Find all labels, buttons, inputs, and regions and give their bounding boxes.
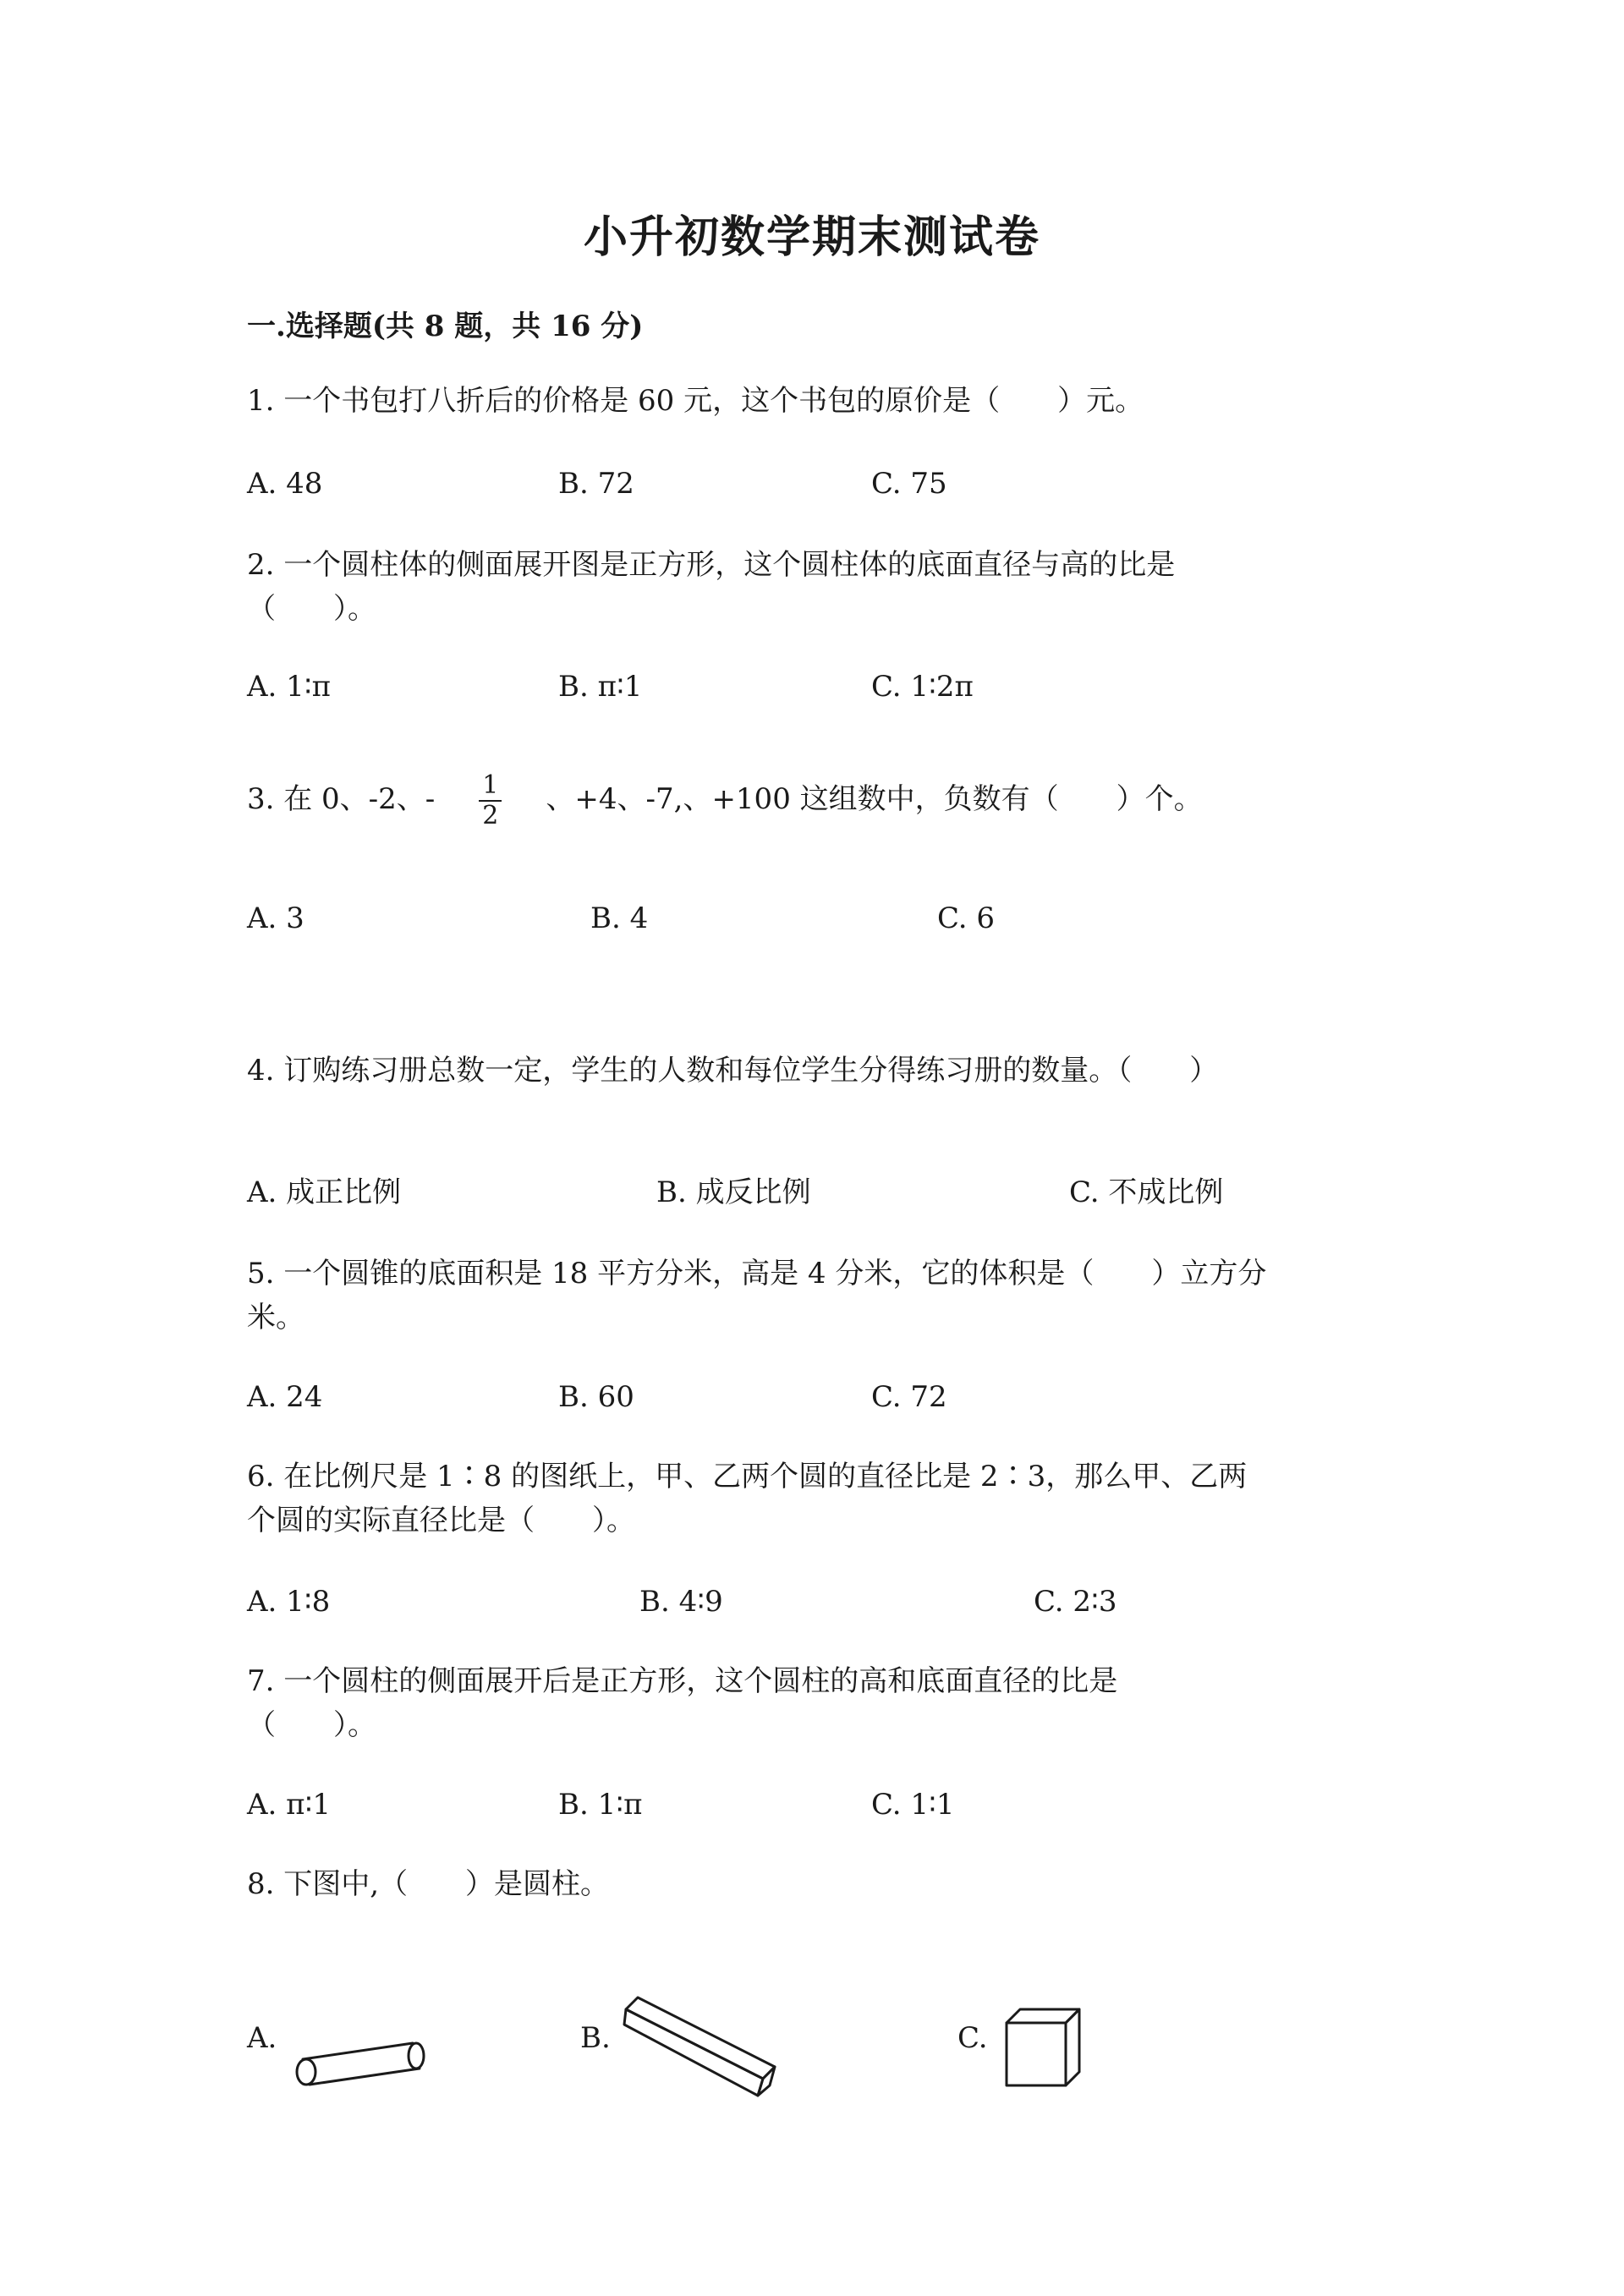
question-text: 6. 在比例尺是 1∶8 的图纸上，甲、乙两个圆的直径比是 2∶3，那么甲、乙两: [247, 1460, 1248, 1493]
question-text: 7. 一个圆柱的侧面展开后是正方形，这个圆柱的高和底面直径的比是: [247, 1664, 1118, 1698]
question-text: 1. 一个书包打八折后的价格是 60 元，这个书包的原价是（ ）元。: [247, 384, 1144, 418]
question-text-continued: 个圆的实际直径比是（ ）。: [247, 1504, 635, 1537]
option-b[interactable]: B. π∶1: [558, 670, 643, 704]
question-text: 5. 一个圆锥的底面积是 18 平方分米，高是 4 分米，它的体积是（ ）立方分: [247, 1257, 1267, 1290]
option-b[interactable]: B. 成反比例: [656, 1175, 811, 1209]
option-c[interactable]: C. 6: [937, 901, 996, 935]
section-heading: 一.选择题(共 8 题，共 16 分): [247, 310, 644, 343]
option-c[interactable]: C. 72: [871, 1380, 947, 1414]
question-text-continued: （ ）。: [247, 1708, 376, 1742]
question-text-suffix: 、+4、-7,、+100 这组数中，负数有（ ）个。: [546, 782, 1203, 816]
fraction-numerator: 1: [479, 771, 502, 802]
option-b[interactable]: B. 4: [590, 901, 649, 935]
question-text-continued: （ ）。: [247, 592, 376, 626]
question-text-continued: 米。: [247, 1301, 304, 1334]
option-a[interactable]: A. π∶1: [247, 1788, 331, 1822]
option-a[interactable]: A. 1∶8: [247, 1585, 331, 1619]
cube-icon[interactable]: [1003, 2003, 1088, 2091]
option-b[interactable]: B.: [580, 2021, 611, 2055]
option-a[interactable]: A. 成正比例: [247, 1175, 402, 1209]
question-text: 2. 一个圆柱体的侧面展开图是正方形，这个圆柱体的底面直径与高的比是: [247, 548, 1176, 582]
option-c[interactable]: C.: [957, 2021, 988, 2055]
option-a[interactable]: A. 24: [247, 1380, 323, 1414]
triangular-prism-icon[interactable]: [623, 1992, 783, 2102]
question-text: [247, 771, 1203, 830]
option-a[interactable]: A. 48: [247, 467, 323, 501]
option-b[interactable]: B. 4∶9: [639, 1585, 723, 1619]
option-a[interactable]: A.: [247, 2021, 277, 2055]
option-c[interactable]: C. 75: [871, 467, 947, 501]
option-c[interactable]: C. 2∶3: [1034, 1585, 1117, 1619]
question-text-prefix: 3. 在 0、-2、-: [247, 782, 436, 816]
question-text: 8. 下图中,（ ）是圆柱。: [247, 1867, 610, 1901]
fraction-denominator: 2: [482, 801, 499, 830]
option-b[interactable]: B. 60: [558, 1380, 634, 1414]
option-a[interactable]: A. 3: [247, 901, 304, 935]
cylinder-icon[interactable]: [288, 2023, 431, 2091]
fraction-one-half: [479, 771, 502, 830]
option-c[interactable]: C. 1∶2π: [871, 670, 974, 704]
option-b[interactable]: B. 1∶π: [558, 1788, 643, 1822]
page-title: 小升初数学期末测试卷: [583, 211, 1040, 263]
question-text: 4. 订购练习册总数一定，学生的人数和每位学生分得练习册的数量。（ ）: [247, 1054, 1219, 1088]
option-c[interactable]: C. 1∶1: [871, 1788, 955, 1822]
option-c[interactable]: C. 不成比例: [1069, 1175, 1224, 1209]
option-a[interactable]: A. 1∶π: [247, 670, 331, 704]
option-b[interactable]: B. 72: [558, 467, 634, 501]
